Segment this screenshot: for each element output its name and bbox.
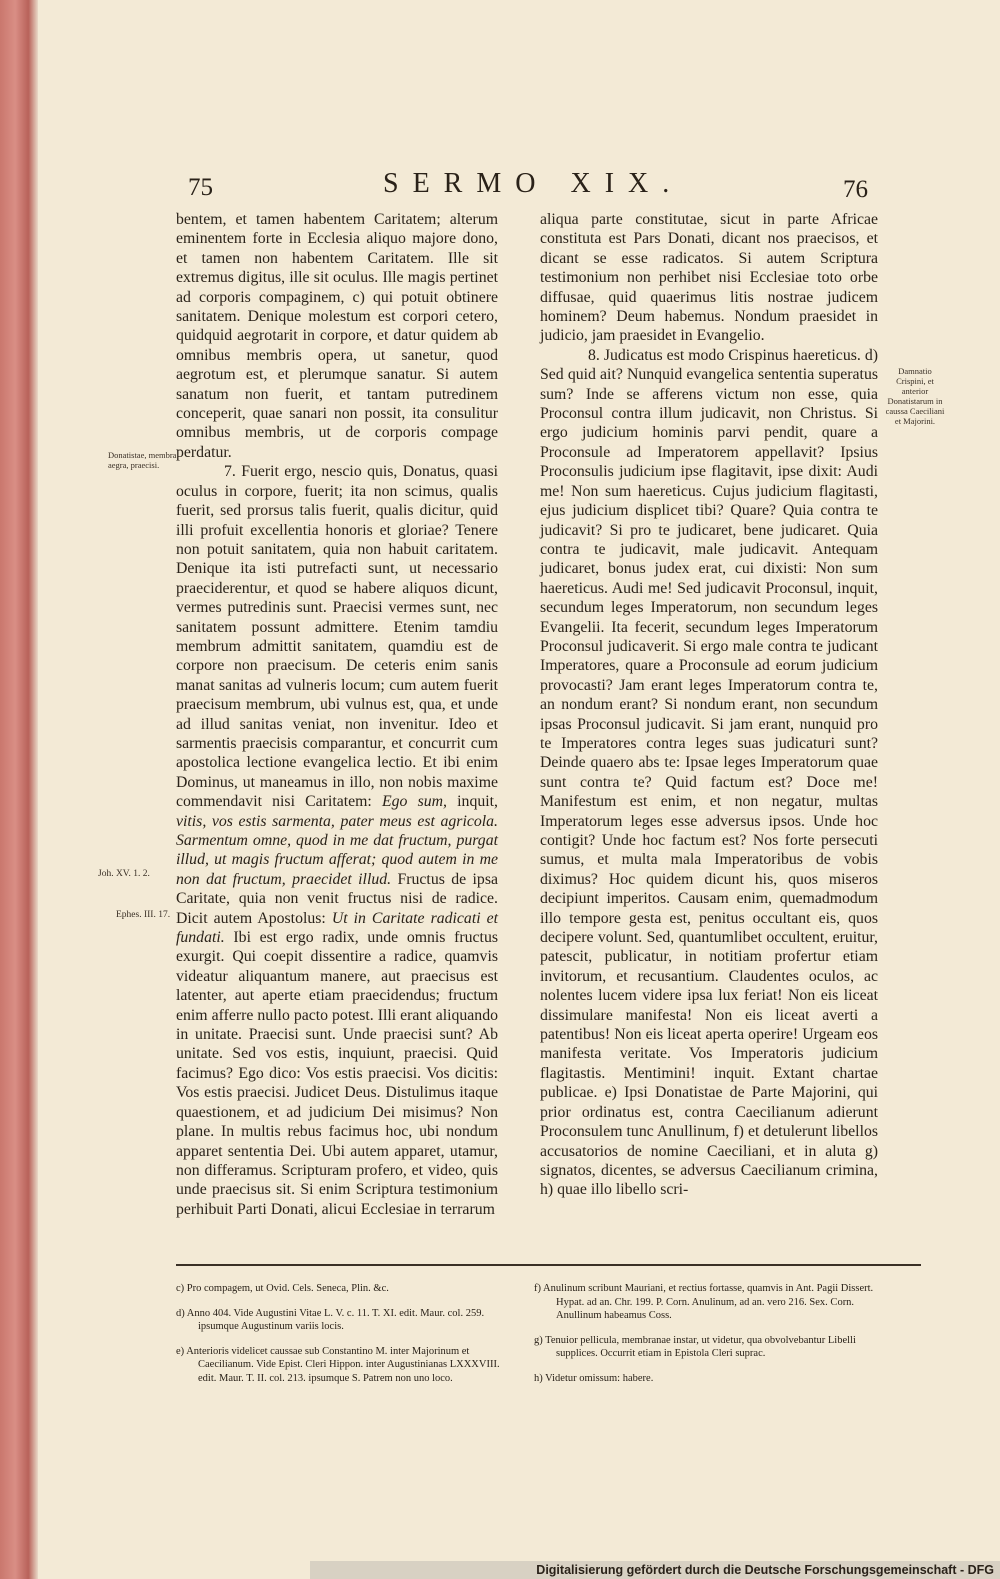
footnote-c: c) Pro compagem, ut Ovid. Cels. Seneca, Plin. &c. (176, 1283, 389, 1294)
quote-ephes: Ut in Caritate radicati et fundati. (176, 909, 498, 947)
paragraph-7 (176, 462, 498, 1219)
book-page (38, 0, 1000, 1579)
margin-note-donatistae: Donatistae, membra aegra, praecisi. (108, 450, 177, 470)
quote-vitis: vitis, vos estis sarmenta, pater meus est agricola. Sarmentum omne, quod in me dat fructum, purgat illud, ut magis fructum afferat; quod autem in me non dat fructum, praecidet illud. (176, 812, 498, 888)
page-title: SERMO XIX. (383, 168, 684, 199)
footnotes-left (176, 1282, 511, 1396)
digitization-footer: Digitalisierung gefördert durch die Deutsche Forschungsgemeinschaft - DFG (310, 1561, 1000, 1579)
paragraph-7-text: 7. Fuerit ergo, nescio quis, Donatus, quasi oculus in corpore, fuerit; ita non scimus, qualis fuerit, sed prorsus talis fuerit, qualis dicitur, quid illi profuit excellentia honoris et gloriae? Tenere non potuit sanitatem, quia non habuit caritatem. Denique ita isti putrefacti sunt, ut necessario praeciderentur, et quod se habere aliquos dicunt, vermes putredinis sunt. Praecisi vermes sunt, nec sanitatem possunt admittere. Etenim tamdiu membrum admittit sanitatem, quamdiu est de corpore non praecisum. De ceteris enim sanis manat sanitas ad vulneris locum; cum autem fuerit praecisum membrum, ubi vulnus est, qua, et unde ad illud sanitas veniat, non invenitur. Ideo et sarmentis praecisis comparantur, et concurrit cum apostolica lectione evangelica lectio. Et ibi enim Dominus, ut maneamus in illo, non nobis maxime commendavit nisi Caritatem: (176, 463, 498, 811)
footnote-d: d) Anno 404. Vide Augustini Vitae L. V. c. 11. T. XI. edit. Maur. col. 259. ipsumque Augustinum variis locis. (176, 1307, 485, 1332)
text-radix: Ibi est ergo radix, unde omnis fructus exurgit. Qui coepit dissentire a radice, quamvis videatur aliquantum manere, aut praecisus est latenter, aut aperte etiam praecidendus; fructum enim afferre nullo pacto potest. Illi erant aliquando in unitate. Praecisi sunt. Unde praecisi sunt? Ab unitate. Sed vos estis, inquiunt, praecisi. Quid facimus? Ego dico: Vos estis praecisi. Vos dicitis: Vos estis praecisi. Judicet Deus. Distulimus itaque quaestionem, et ad judicium Dei misimus? Non plane. In multis rebus facimus hoc, ubi nondum apparet sententia Dei. Ubi autem apparet, utamur, non differamus. Scripturam profero, et video, quis unde praecisus sit. Si enim Scriptura testimonium perhibuit Parti Donati, alicui Ecclesiae in terrarum (176, 929, 498, 1218)
footnote-f: f) Anulinum scribunt Mauriani, et rectius fortasse, quamvis in Ant. Pagii Dissert. Hypat. ad an. Chr. 199. P. Corn. Anulinum, ad an. vero 216. Sex. Corn. Anullinum habeamus Coss. (534, 1283, 874, 1321)
footnote-e: e) Anterioris videlicet caussae sub Constantino M. inter Majorinum et Caecilianum. Vide Epist. Cleri Hippon. inter Augustinianas LXXXVIII. edit. Maur. T. II. col. 213. ipsumque S. Patrem non uno loco. (176, 1345, 500, 1384)
margin-note-ephes: Ephes. III. 17. (116, 910, 171, 920)
left-text-column (176, 210, 498, 1219)
footnotes-right (534, 1282, 879, 1396)
running-header (38, 168, 1000, 208)
margin-note-joh: Joh. XV. 1. 2. (98, 869, 150, 879)
quote-ego-sum: Ego sum, (381, 793, 447, 811)
paragraph-7-end: aliqua parte constitutae, sicut in parte Africae constituta est Pars Donati, dicant nos praecisos, et dicant se esse radicatos. Si autem Scriptura testimonium non perhibet nisi Ecclesiae toto orbe diffusae, quid quaerimus litis nostrae judicem hominem? Deum habemus. Nondum praesidet in judicio, jam praesidet in Evangelio. (540, 211, 878, 345)
page-number-right: 76 (843, 176, 868, 203)
paragraph-6-end: bentem, et tamen habentem Caritatem; alterum eminentem forte in Ecclesia aliquo majore dono, et tamen non habentem Caritatem. Ille sit extremus digitus, ille sit oculus. Ille magis pertinet ad corporis compaginem, c) qui potuit obtinere sanitatem. Denique molestum est corpori cetero, quidquid aegrotarit in corpore, et datur quidem ab omnibus membris opera, ut sanetur, quod aegrotum est, et plerumque sanatur. Si autem sanatum non fuerit, et tantam putredinem conceperit, quae sanari non possit, ita consulitur omnibus membris, ut de corporis compage perdatur. (176, 211, 498, 461)
paragraph-8: 8. Judicatus est modo Crispinus haereticus. d) Sed quid ait? Nunquid evangelica sententia superatus sum? Inde se afferens victum non esse, quia Proconsul contra illum judicavit, non Christus. Si ergo judicium hominis parvi pendit, quare a Proconsule ad Imperatorem appellavit? Ipsius Proconsulis judicium ipse flagitavit, ipse dixit: Audi me! Non sum haereticus. Cujus judicium flagitasti, ejus judicium displicet tibi? Quare? Quia contra te judicavit? Si pro te judicaret, bene judicaret. Quia contra te judicavit, male judicavit. Antequam judicaret, bonus judex erat, cui dixisti: Non sum haereticus. Audi me! Sed judicavit Proconsul, inquit, secundum leges Imperatorum, non secundum leges Evangelii. Ita fecerit, secundum leges Imperatorum Proconsul judicaverit. Si ergo male contra te judicant Imperatores, quare a Proconsule ad eorum judicium provocasti? Jam erant leges Imperatorum contra te, an nondum erant? Si nondum erant, non secundum ipsas Proconsul judicavit. Si jam erant, nunquid pro te Imperatores contra leges suas judicaturi sunt? Deinde quaero abs te: Ipsae leges Imperatorum quae sunt contra te? Quid factum est? Doce me! Manifestum est enim, et non negatur, multas Imperatorum leges esse adversus ipsos. Unde hoc contigit? Unde hoc factum est? Nos forte persecuti sumus, et multa mala Imperatoribus de vobis diximus? Hoc quidem dicunt his, quos miseros decipiunt imperitos. Causam enim, quemadmodum illo tempore gesta est, penitus occultant eis, quos decipere volunt. Sed, quantumlibet occultent, eruitur, patescit, publicatur, in notitiam profertur etiam invitorum, et recusantium. Claudentes oculos, ac nolentes lucem videre ipsa lux feriat! Non eis liceat dissimulare manifesta! Non eis liceat averti a patentibus! Non eis liceat aperta operire! Urgeam eos manifesta veritate. Vos Imperatoris judicium flagitastis. Mentimini! inquit. Extant chartae publicae. e) Ipsi Donatistae de Parte Majorini, qui prior ordinatus est, contra Caecilianum adierunt Proconsulem tunc Anullinum, f) et detulerunt libellos accusatorios de nomine Caeciliani, et in aluta g) signatos, dicentes, se adversus Caecilianum crimina, h) quae illo libello scri- (540, 346, 878, 1199)
footnote-divider (176, 1264, 921, 1266)
margin-note-damnatio: Damnatio Crispini, et anterior Donatistarum in caussa Caeciliani et Majorini. (885, 366, 945, 426)
footnote-g: g) Tenuior pellicula, membranae instar, ut videtur, qua obvolvebantur Libelli supplices. Occurrit etiam in Epistola Cleri suprac. (534, 1334, 856, 1359)
footnote-h: h) Videtur omissum: habere. (534, 1372, 654, 1384)
text-inquit: inquit, (457, 793, 498, 811)
right-text-column (540, 210, 878, 1200)
text-fructus: Fructus de ipsa Caritate, quia non venit fructus nisi de radice. Dicit autem Apostolus: (176, 870, 498, 927)
page-number-left: 75 (188, 174, 213, 201)
book-spine-edge (0, 0, 38, 1579)
